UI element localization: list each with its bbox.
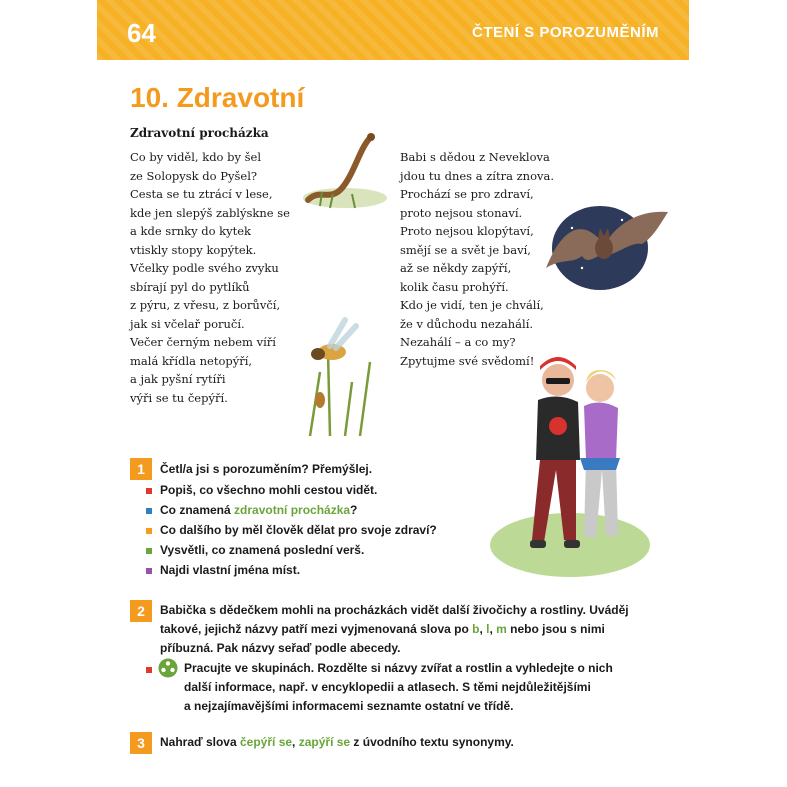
poem-line: Nezahálí – a co my?	[400, 335, 516, 349]
item-text: Co znamená	[160, 503, 235, 517]
poem-line: že v důchodu nezahálí.	[400, 316, 534, 331]
poem-line: Prochází se pro zdraví,	[400, 187, 534, 201]
poem-line: Včelky podle svého zvyku	[130, 261, 279, 275]
poem-line: Co by viděl, kdo by šel	[130, 150, 262, 164]
poem-line: jak si včelař poručí.	[130, 316, 245, 331]
task3-text	[160, 733, 514, 752]
poem-line: Zpytujme své svědomí!	[400, 353, 535, 368]
separator: ,	[489, 622, 497, 636]
poem-line: a kde srnky do kytek	[130, 224, 252, 238]
poem-left-column	[130, 148, 290, 407]
task2-group-line: a nejzajímavějšími informacemi seznamte ostatní ve třídě.	[184, 699, 514, 713]
poem-line: proto nejsou stonaví.	[400, 205, 523, 220]
page-number: 64	[127, 18, 156, 48]
grandparents-illustration	[480, 340, 650, 580]
separator: ,	[292, 735, 299, 749]
line-text: Nahraď slova	[160, 735, 240, 749]
poem-title: Zdravotní procházka	[130, 126, 269, 140]
poem-line: kolik času prohýří.	[400, 279, 509, 294]
highlight-phrase: čepýří se	[240, 735, 293, 749]
task-number-2: 2	[130, 600, 152, 622]
bullet-green	[146, 548, 152, 554]
poem-line: smějí se a svět je baví,	[400, 242, 531, 257]
item-text: ?	[350, 503, 358, 517]
task1-question: Četl/a jsi s porozuměním? Přemýšlej.	[160, 462, 373, 476]
task2-line: příbuzná. Pak názvy seřaď podle abecedy.	[160, 641, 401, 655]
separator: ,	[479, 622, 487, 636]
poem-line: Cesta se tu ztrácí v lese,	[130, 187, 273, 201]
letter-m: m	[496, 622, 507, 636]
slowworm-illustration	[300, 128, 390, 210]
group-work-icon	[158, 658, 178, 678]
letter-l: l	[486, 622, 490, 636]
line-text: takové, jejichž názvy patří mezi vyjmenovaná slova po	[160, 622, 473, 636]
bullet-purple	[146, 568, 152, 574]
bullet-red	[146, 488, 152, 494]
task1-item: Co dalšího by měl člověk dělat pro svoje zdraví?	[160, 523, 437, 537]
bullet-blue	[146, 508, 152, 514]
poem-line: Večer černým nebem víří	[130, 335, 276, 349]
poem-line: z pýru, z vřesu, z borůvčí,	[130, 298, 281, 312]
task1-item	[160, 501, 357, 520]
task-number-3: 3	[130, 732, 152, 754]
bullet-orange	[146, 528, 152, 534]
poem-line: ze Solopysk do Pyšel?	[130, 168, 258, 183]
line-text: z úvodního textu synonymy.	[350, 735, 514, 749]
poem-line: Kdo je vidí, ten je chválí,	[400, 298, 544, 312]
task2-line	[160, 620, 605, 639]
poem-line: Proto nejsou klopýtaví,	[400, 224, 534, 238]
bee-illustration	[290, 312, 380, 436]
line-text: nebo jsou s nimi	[506, 622, 605, 636]
bullet-red	[146, 667, 152, 673]
highlight-phrase: zapýří se	[298, 735, 351, 749]
task-number-1: 1	[130, 458, 152, 480]
task1-item: Popiš, co všechno mohli cestou vidět.	[160, 483, 378, 497]
task2-group-line: další informace, např. v encyklopedii a atlasech. S těmi nejdůležitějšími	[184, 680, 591, 694]
poem-line: a jak pyšní rytíři	[130, 372, 226, 386]
section-title: ČTENÍ S POROZUMĚNÍM	[471, 24, 659, 41]
task1-item: Vysvětli, co znamená poslední verš.	[160, 543, 365, 557]
bat-illustration	[542, 198, 670, 294]
poem-line: jdou tu dnes a zítra znova.	[400, 168, 555, 183]
poem-line: Babi s dědou z Neveklova	[400, 150, 550, 164]
poem-line: sbírají pyl do pytlíků	[130, 279, 250, 294]
poem-line: malá křídla netopýří,	[130, 353, 253, 368]
poem-line: kde jen slepýš zablýskne se	[130, 205, 290, 220]
highlight-phrase: zdravotní procházka	[234, 503, 351, 517]
poem-line: až se někdy zapýří,	[400, 261, 512, 275]
task2-group-line: Pracujte ve skupinách. Rozdělte si názvy zvířat a rostlin a vyhledejte o nich	[184, 661, 613, 675]
task1-item: Najdi vlastní jména míst.	[160, 563, 301, 577]
page-header	[97, 0, 689, 60]
poem-line: vtiskly stopy kopýtek.	[130, 242, 257, 257]
poem-line: výři se tu čepýří.	[130, 390, 228, 405]
letter-b: b	[472, 622, 480, 636]
poem-right-column	[400, 148, 554, 370]
lesson-title: 10. Zdravotní	[130, 82, 305, 113]
task2-line: Babička s dědečkem mohli na procházkách vidět další živočichy a rostliny. Uváděj	[160, 603, 629, 617]
